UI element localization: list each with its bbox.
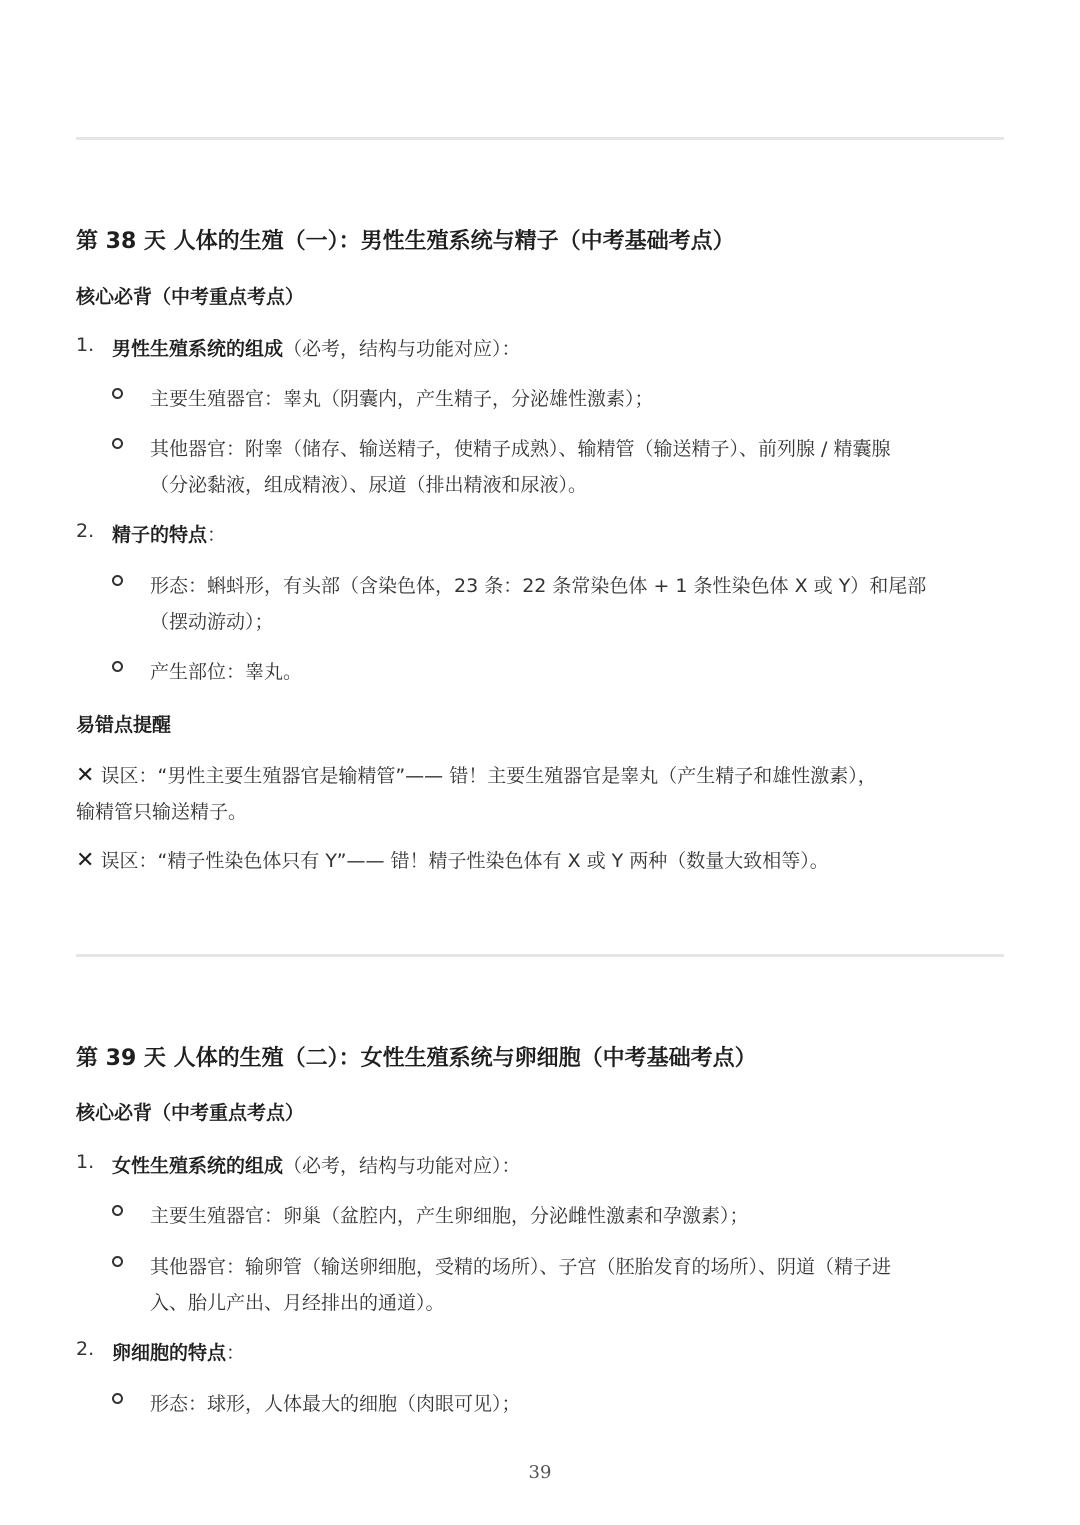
day38-title: 第 38 天 人体的生殖（一）：男性生殖系统与精子（中考基础考点） <box>76 229 735 254</box>
day38-item2-bullet-1-cont: （摆动游动）； <box>150 611 274 633</box>
day38-item2-bold: 精子的特点 <box>112 524 208 546</box>
day38-mistake-2: ✕ 误区：“精子性染色体只有 Y”—— 错！精子性染色体有 X 或 Y 两种（数量大致相等）。 <box>76 848 829 873</box>
day38-item1-line <box>112 334 521 361</box>
day39-item2-number: 2. <box>76 1338 95 1360</box>
day39-item1-bullet-1: 主要生殖器官：卵巢（盆腔内，产生卵细胞，分泌雌性激素和孕激素）； <box>150 1205 749 1227</box>
bullet-icon <box>112 575 123 586</box>
divider-middle <box>76 954 1004 957</box>
day38-item2-bullet-2: 产生部位：睾丸。 <box>150 661 303 683</box>
day38-item2-number: 2. <box>76 520 95 542</box>
day38-item2-rest: ： <box>207 524 227 546</box>
day39-item2-bold: 卵细胞的特点 <box>112 1342 227 1364</box>
day39-item2-bullet-1: 形态：球形，人体最大的细胞（肉眼可见）； <box>150 1393 521 1415</box>
day38-item1-number: 1. <box>76 334 95 356</box>
day38-mistake-heading: 易错点提醒 <box>76 714 172 736</box>
day38-item1-bullet-2: 其他器官：附睾（储存、输送精子，使精子成熟）、输精管（输送精子）、前列腺 / 精囊腺 <box>150 438 891 460</box>
bullet-icon <box>112 438 123 449</box>
bullet-icon <box>112 388 123 399</box>
day38-item1-bullet-2-cont: （分泌黏液，组成精液）、尿道（排出精液和尿液）。 <box>150 474 588 496</box>
day38-core-heading: 核心必背（中考重点考点） <box>76 286 305 308</box>
day38-item1-bold: 男性生殖系统的组成 <box>112 338 284 360</box>
day39-core-heading: 核心必背（中考重点考点） <box>76 1102 305 1124</box>
day38-item1-rest: （必考，结构与功能对应）： <box>283 338 521 360</box>
bullet-icon <box>112 1393 123 1404</box>
day38-item2-bullet-1: 形态：蝌蚪形，有头部（含染色体，23 条：22 条常染色体 + 1 条性染色体 X 或 Y）和尾部 <box>150 575 927 597</box>
divider-top <box>76 137 1004 140</box>
day39-item2-line <box>112 1338 245 1365</box>
x-mark-icon: ✕ <box>76 848 95 873</box>
day39-item1-bold: 女性生殖系统的组成 <box>112 1155 284 1177</box>
day39-item1-line <box>112 1151 521 1178</box>
day39-item1-bullet-2-cont: 入、胎儿产出、月经排出的通道）。 <box>150 1292 445 1314</box>
day38-item1-bullet-1: 主要生殖器官：睾丸（阴囊内，产生精子，分泌雄性激素）； <box>150 388 654 410</box>
day38-item2-line <box>112 520 226 547</box>
day39-item1-bullet-2: 其他器官：输卵管（输送卵细胞，受精的场所）、子宫（胚胎发育的场所）、阴道（精子进 <box>150 1256 892 1278</box>
day39-title: 第 39 天 人体的生殖（二）：女性生殖系统与卵细胞（中考基础考点） <box>76 1046 757 1071</box>
day39-item2-rest: ： <box>226 1342 246 1364</box>
bullet-icon <box>112 1256 123 1267</box>
day38-mistake-1-cont: 输精管只输送精子。 <box>76 801 248 823</box>
x-mark-icon: ✕ <box>76 763 95 788</box>
page-number: 39 <box>528 1462 552 1483</box>
day38-mistake-1: ✕ 误区：“男性主要生殖器官是输精管”—— 错！主要生殖器官是睾丸（产生精子和雄性激素）， <box>76 763 877 788</box>
bullet-icon <box>112 661 123 672</box>
day39-item1-rest: （必考，结构与功能对应）： <box>283 1155 521 1177</box>
day39-item1-number: 1. <box>76 1151 95 1173</box>
bullet-icon <box>112 1205 123 1216</box>
